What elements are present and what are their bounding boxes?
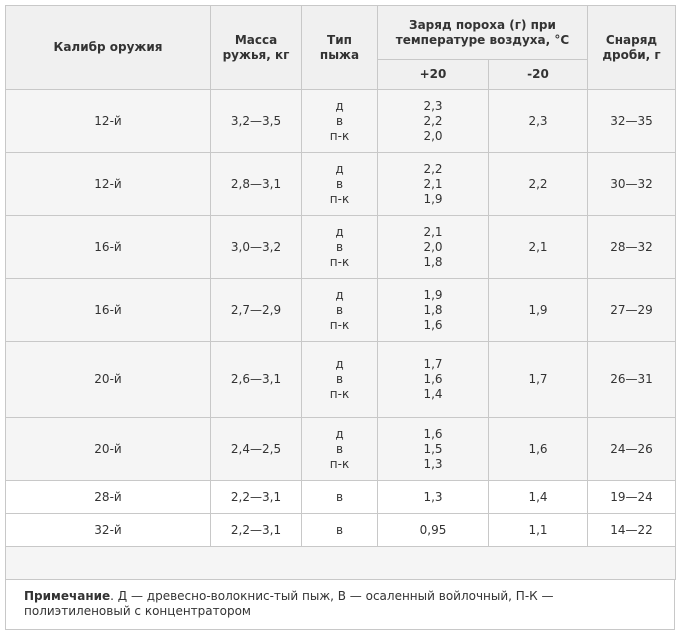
wad-type: в [335, 176, 344, 191]
wad-type: п-к [329, 191, 350, 206]
shot-cell: 26—31 [588, 342, 676, 418]
table-row [6, 216, 676, 279]
charge-value: 1,3 [423, 489, 443, 504]
table-row [6, 418, 676, 481]
mass-cell: 2,7—2,9 [211, 279, 302, 342]
charge-minus-cell: 2,2 [489, 153, 588, 216]
charge-value: 2,2 [423, 113, 443, 128]
wad-type: п-к [329, 254, 350, 269]
charge-value: 2,3 [423, 98, 443, 113]
wad-type: в [335, 522, 344, 537]
charge-minus-cell: 1,6 [489, 418, 588, 481]
mass-cell: 3,2—3,5 [211, 90, 302, 153]
wad-type: п-к [329, 317, 350, 332]
caliber-cell: 28-й [6, 481, 211, 514]
charge-value: 0,95 [419, 522, 447, 537]
mass-cell: 2,2—3,1 [211, 481, 302, 514]
header-temp-plus: +20 [378, 60, 489, 90]
caliber-cell: 12-й [6, 153, 211, 216]
mass-cell: 2,2—3,1 [211, 514, 302, 547]
shot-cell: 30—32 [588, 153, 676, 216]
charge-plus-cell [378, 418, 489, 481]
wad-type: п-к [329, 128, 350, 143]
caliber-cell: 12-й [6, 90, 211, 153]
charge-plus-cell [378, 279, 489, 342]
charge-plus-cell [378, 90, 489, 153]
shot-cell: 19—24 [588, 481, 676, 514]
charge-minus-cell: 1,4 [489, 481, 588, 514]
caliber-cell: 20-й [6, 418, 211, 481]
footnote-label: Примечание [24, 589, 111, 603]
wad-type: п-к [329, 387, 350, 401]
wad-cell [302, 342, 378, 418]
wad-type: в [335, 113, 344, 128]
charge-plus-cell [378, 216, 489, 279]
wad-type: в [335, 489, 344, 504]
wad-type: в [335, 441, 344, 456]
table-row [6, 279, 676, 342]
table-row [6, 514, 676, 547]
caliber-cell: 16-й [6, 216, 211, 279]
charge-plus-cell [378, 481, 489, 514]
shot-cell: 14—22 [588, 514, 676, 547]
wad-type: в [335, 239, 344, 254]
charge-value: 1,9 [423, 287, 443, 302]
shot-cell: 27—29 [588, 279, 676, 342]
charge-minus-cell: 1,1 [489, 514, 588, 547]
shot-cell: 32—35 [588, 90, 676, 153]
charge-value: 1,8 [423, 254, 443, 269]
wad-cell [302, 514, 378, 547]
header-temp-minus: -20 [489, 60, 588, 90]
wad-type: д [335, 161, 344, 176]
charge-value: 2,1 [423, 176, 443, 191]
shot-cell: 28—32 [588, 216, 676, 279]
wad-cell [302, 216, 378, 279]
shot-cell: 24—26 [588, 418, 676, 481]
header-shot: Снаряд дроби, г [588, 6, 676, 90]
wad-cell [302, 418, 378, 481]
header-powder: Заряд пороха (г) при температуре воздуха, °C [378, 6, 588, 60]
ammo-table [5, 5, 676, 580]
charge-minus-cell: 2,3 [489, 90, 588, 153]
wad-cell [302, 153, 378, 216]
wad-type: д [335, 426, 344, 441]
footnote-text: . Д — древесно-волокнис-тый пыж, В — осаленный войлочный, П-К — полиэтиленовый с концентратором [24, 589, 554, 618]
wad-type: в [335, 372, 344, 386]
table-row [6, 481, 676, 514]
charge-value: 1,6 [423, 317, 443, 332]
wad-type: п-к [329, 456, 350, 471]
charge-plus-cell [378, 514, 489, 547]
charge-value: 1,6 [423, 426, 443, 441]
charge-value: 1,5 [423, 441, 443, 456]
charge-value: 2,2 [423, 161, 443, 176]
mass-cell: 3,0—3,2 [211, 216, 302, 279]
charge-value: 1,4 [423, 387, 443, 401]
wad-type: д [335, 287, 344, 302]
wad-cell [302, 90, 378, 153]
charge-value: 1,7 [423, 357, 443, 371]
charge-value: 1,3 [423, 456, 443, 471]
footnote [5, 580, 675, 630]
wad-type: д [335, 224, 344, 239]
spacer-row [6, 547, 676, 580]
charge-minus-cell: 2,1 [489, 216, 588, 279]
wad-cell [302, 279, 378, 342]
charge-minus-cell: 1,9 [489, 279, 588, 342]
charge-minus-cell: 1,7 [489, 342, 588, 418]
table-row [6, 153, 676, 216]
caliber-cell: 16-й [6, 279, 211, 342]
charge-value: 1,9 [423, 191, 443, 206]
charge-value: 2,0 [423, 239, 443, 254]
charge-plus-cell [378, 342, 489, 418]
wad-cell [302, 481, 378, 514]
wad-type: д [335, 98, 344, 113]
wad-type: в [335, 302, 344, 317]
mass-cell: 2,6—3,1 [211, 342, 302, 418]
caliber-cell: 32-й [6, 514, 211, 547]
caliber-cell: 20-й [6, 342, 211, 418]
charge-plus-cell [378, 153, 489, 216]
charge-value: 2,1 [423, 224, 443, 239]
table-row [6, 90, 676, 153]
charge-value: 1,8 [423, 302, 443, 317]
wad-type: д [335, 357, 344, 371]
header-mass: Масса ружья, кг [211, 6, 302, 90]
header-caliber: Калибр оружия [6, 6, 211, 90]
header-wad: Тип пыжа [302, 6, 378, 90]
mass-cell: 2,8—3,1 [211, 153, 302, 216]
mass-cell: 2,4—2,5 [211, 418, 302, 481]
table-row [6, 342, 676, 418]
charge-value: 2,0 [423, 128, 443, 143]
charge-value: 1,6 [423, 372, 443, 386]
